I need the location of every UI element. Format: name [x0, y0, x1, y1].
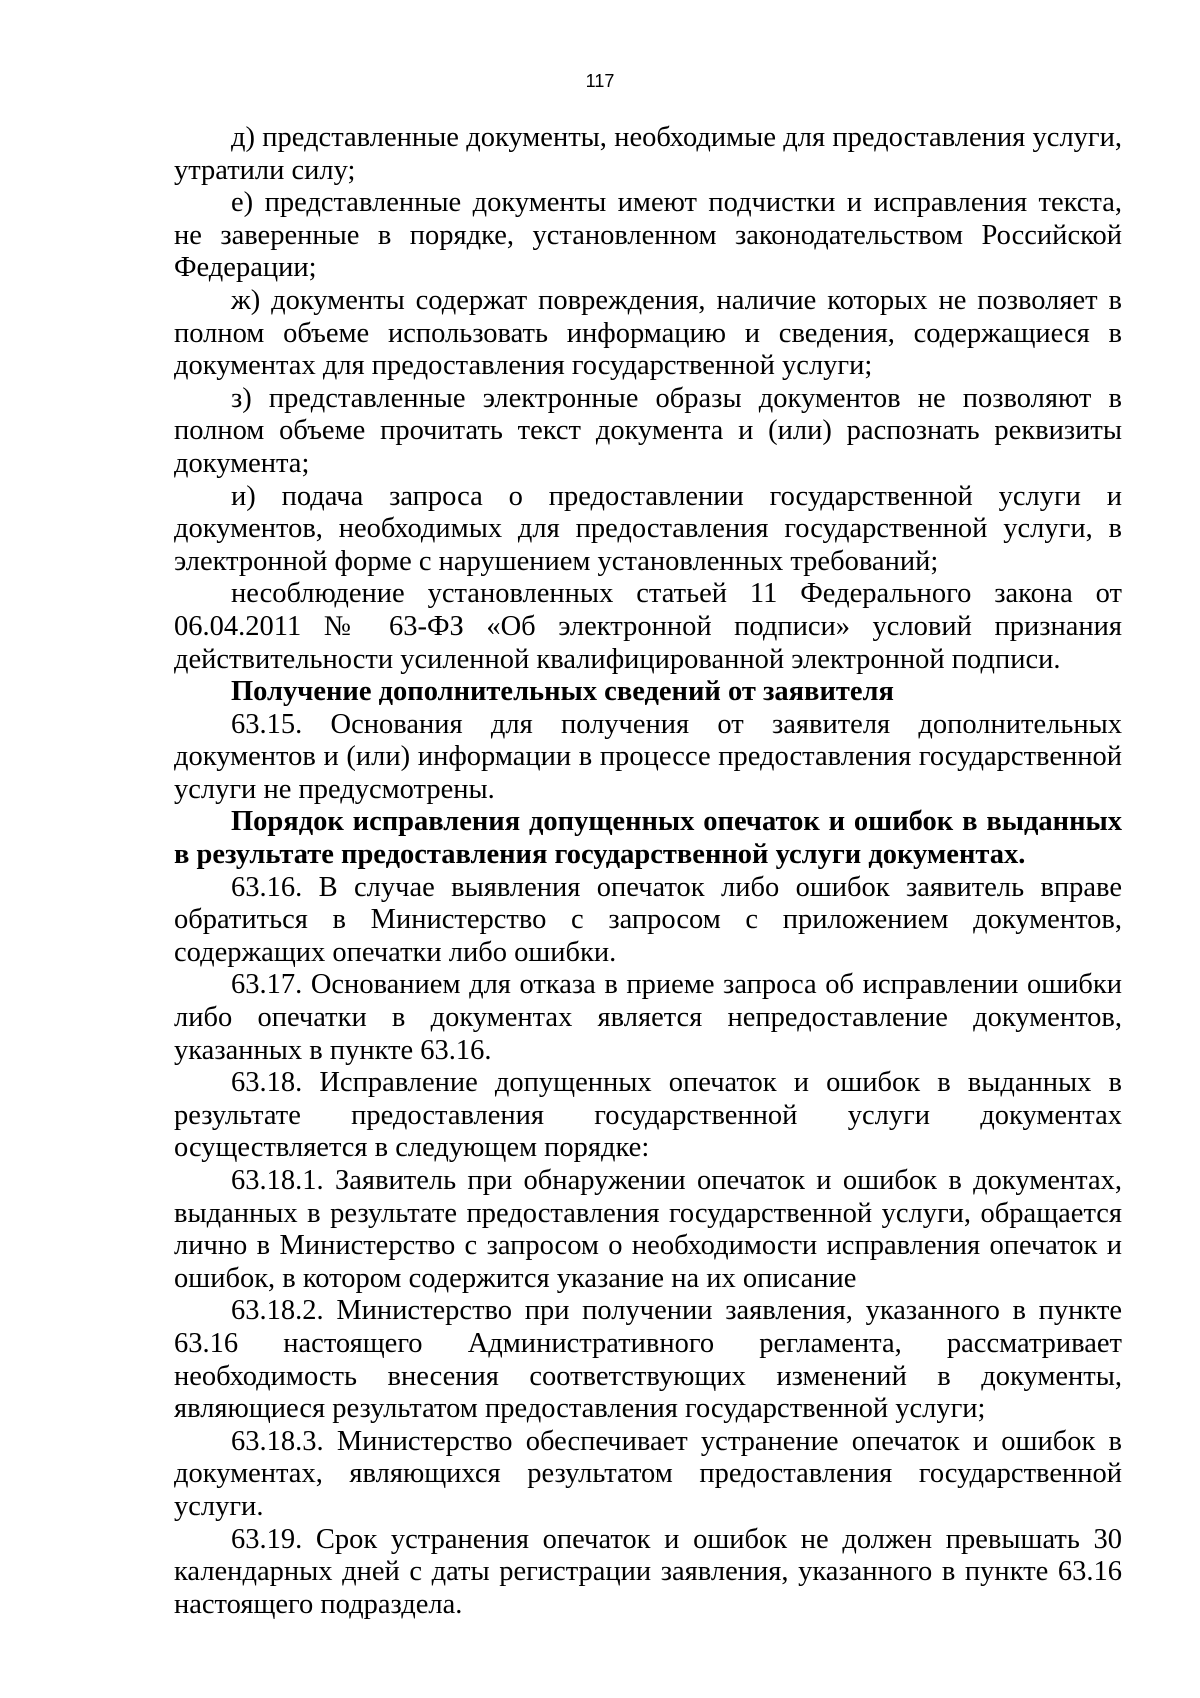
- text-line: не заверенные в порядке, установленном законодательством Российской: [174, 219, 1122, 251]
- paragraph: [174, 1165, 1122, 1295]
- paragraph: [174, 578, 1122, 676]
- text-line: несоблюдение установленных статьей 11 Федерального закона от: [231, 578, 1122, 610]
- page-number: 117: [585, 71, 615, 91]
- text-line: 63.15. Основания для получения от заявителя дополнительных: [231, 708, 1122, 740]
- text-line: е) представленные документы имеют подчистки и исправления текста,: [231, 187, 1122, 219]
- text-line: указанных в пункте 63.16.: [174, 1034, 492, 1066]
- text-line: 63.18.3. Министерство обеспечивает устранение опечаток и ошибок в: [231, 1425, 1122, 1457]
- text-line: содержащих опечатки либо ошибки.: [174, 936, 617, 968]
- paragraph: [174, 1426, 1122, 1524]
- text-line: действительности усиленной квалифицированной электронной подписи.: [174, 643, 1061, 675]
- text-line: документов, необходимых для предоставления государственной услуги, в: [174, 513, 1122, 545]
- text-line: 63.17. Основанием для отказа в приеме запроса об исправлении ошибки: [231, 969, 1122, 1001]
- text-line: услуги.: [174, 1490, 264, 1522]
- text-line: Порядок исправления допущенных опечаток и ошибок в выданных: [231, 806, 1122, 838]
- section-heading: [174, 806, 1122, 871]
- text-line: выданных в результате предоставления государственной услуги, обращается: [174, 1197, 1122, 1229]
- text-line: и) подача запроса о предоставлении государственной услуги и: [231, 480, 1122, 512]
- paragraph: [174, 383, 1122, 481]
- text-line: 63.19. Срок устранения опечаток и ошибок не должен превышать 30: [231, 1523, 1122, 1555]
- text-line: документа;: [174, 447, 310, 479]
- section-heading: [174, 676, 1122, 709]
- paragraph: [174, 872, 1122, 970]
- paragraph: [174, 122, 1122, 187]
- text-line: 63.16. В случае выявления опечаток либо ошибок заявитель вправе: [231, 871, 1122, 903]
- text-line: электронной форме с нарушением установленных требований;: [174, 545, 939, 577]
- paragraph: [174, 1295, 1122, 1425]
- text-line: Получение дополнительных сведений от заявителя: [231, 676, 894, 708]
- paragraph: [174, 1067, 1122, 1165]
- text-line: документах, являющихся результатом предоставления государственной: [174, 1458, 1122, 1490]
- text-line: услуги не предусмотрены.: [174, 773, 495, 805]
- text-line: Федерации;: [174, 252, 317, 284]
- paragraph: [174, 187, 1122, 285]
- text-line: необходимость внесения соответствующих изменений в документы,: [174, 1360, 1122, 1392]
- text-line: з) представленные электронные образы документов не позволяют в: [231, 382, 1122, 414]
- paragraph: [174, 709, 1122, 807]
- text-line: календарных дней с даты регистрации заявления, указанного в пункте 63.16: [174, 1556, 1122, 1588]
- text-line: либо опечатки в документах является непредоставление документов,: [174, 1002, 1122, 1034]
- text-line: 63.16 настоящего Административного регламента, рассматривает: [174, 1327, 1122, 1359]
- text-line: документов и (или) информации в процессе предоставления государственной: [174, 741, 1122, 773]
- text-line: 63.18.2. Министерство при получении заявления, указанного в пункте: [231, 1295, 1122, 1327]
- text-line: ошибок, в котором содержится указание на их описание: [174, 1262, 857, 1294]
- text-line: утратили силу;: [174, 154, 356, 186]
- text-line: 06.04.2011 № 63-ФЗ «Об электронной подписи» условий признания: [174, 610, 1122, 642]
- text-line: в результате предоставления государственной услуги документах.: [174, 839, 1026, 871]
- text-line: полном объеме прочитать текст документа и (или) распознать реквизиты: [174, 415, 1122, 447]
- text-line: полном объеме использовать информацию и сведения, содержащиеся в: [174, 317, 1122, 349]
- text-line: ж) документы содержат повреждения, наличие которых не позволяет в: [231, 284, 1122, 316]
- text-line: обратиться в Министерство с запросом с приложением документов,: [174, 904, 1122, 936]
- text-line: результате предоставления государственной услуги документах: [174, 1099, 1122, 1131]
- text-line: д) представленные документы, необходимые для предоставления услуги,: [231, 122, 1122, 153]
- paragraph: [174, 969, 1122, 1067]
- paragraph: [174, 481, 1122, 579]
- paragraph: [174, 285, 1122, 383]
- text-line: документах для предоставления государственной услуги;: [174, 350, 873, 382]
- text-line: лично в Министерство с запросом о необходимости исправления опечаток и: [174, 1230, 1122, 1262]
- document-body: [174, 122, 1122, 1621]
- text-line: 63.18. Исправление допущенных опечаток и ошибок в выданных в: [231, 1067, 1122, 1099]
- text-line: 63.18.1. Заявитель при обнаружении опечаток и ошибок в документах,: [231, 1165, 1122, 1196]
- paragraph: [174, 1524, 1122, 1622]
- text-line: являющиеся результатом предоставления государственной услуги;: [174, 1393, 986, 1425]
- text-line: настоящего подраздела.: [174, 1588, 463, 1620]
- text-line: осуществляется в следующем порядке:: [174, 1132, 650, 1164]
